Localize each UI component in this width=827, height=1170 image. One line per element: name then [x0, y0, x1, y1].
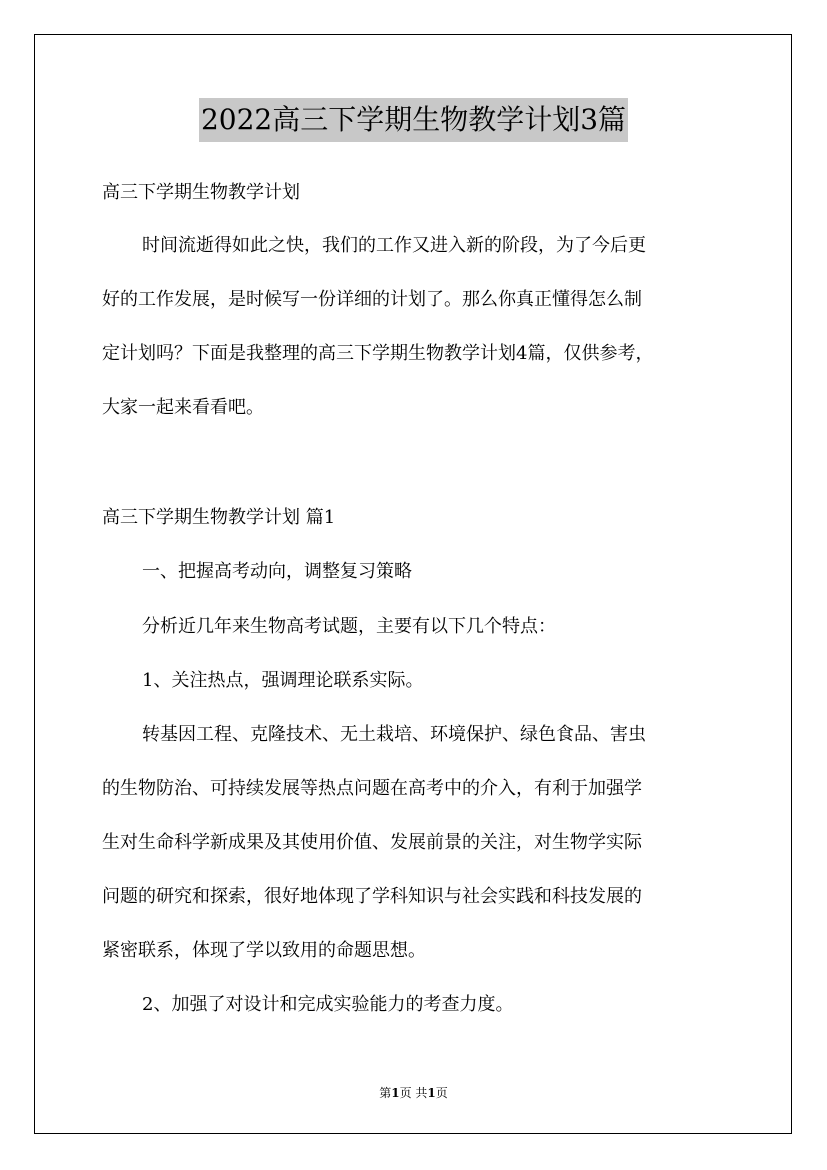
document-subtitle: 高三下学期生物教学计划	[102, 182, 300, 203]
body-line: 的生物防治、可持续发展等热点问题在高考中的介入，有利于加强学	[102, 778, 642, 799]
analysis-paragraph: 分析近几年来生物高考试题，主要有以下几个特点：	[142, 616, 556, 637]
footer-page-number: 1	[391, 1086, 400, 1100]
footer-mid: 页 共	[399, 1086, 428, 1100]
intro-line: 定计划吗？下面是我整理的高三下学期生物教学计划4篇，仅供参考，	[102, 343, 654, 364]
item-2: 2、加强了对设计和完成实验能力的考查力度。	[142, 994, 514, 1015]
footer-prefix: 第	[379, 1086, 392, 1100]
body-line: 紧密联系，体现了学以致用的命题思想。	[102, 940, 426, 961]
body-line: 生对生命科学新成果及其使用价值、发展前景的关注，对生物学实际	[102, 832, 642, 853]
section-heading: 高三下学期生物教学计划 篇1	[102, 507, 336, 528]
item-1: 1、关注热点，强调理论联系实际。	[142, 670, 424, 691]
intro-paragraph	[102, 219, 738, 435]
title-container	[0, 98, 827, 142]
body-line: 转基因工程、克隆技术、无土栽培、环境保护、绿色食品、害虫	[142, 724, 646, 745]
body-paragraph	[102, 708, 738, 978]
footer-suffix: 页	[435, 1086, 448, 1100]
footer-total-pages: 1	[427, 1086, 436, 1100]
intro-line: 时间流逝得如此之快，我们的工作又进入新的阶段，为了今后更	[142, 235, 646, 256]
page-footer	[0, 1084, 827, 1101]
intro-line: 好的工作发展，是时候写一份详细的计划了。那么你真正懂得怎么制	[102, 289, 642, 310]
point-heading: 一、把握高考动向，调整复习策略	[142, 561, 412, 582]
intro-line: 大家一起来看看吧。	[102, 397, 264, 418]
document-title: 2022高三下学期生物教学计划3篇	[199, 98, 628, 142]
body-line: 问题的研究和探索，很好地体现了学科知识与社会实践和科技发展的	[102, 886, 642, 907]
